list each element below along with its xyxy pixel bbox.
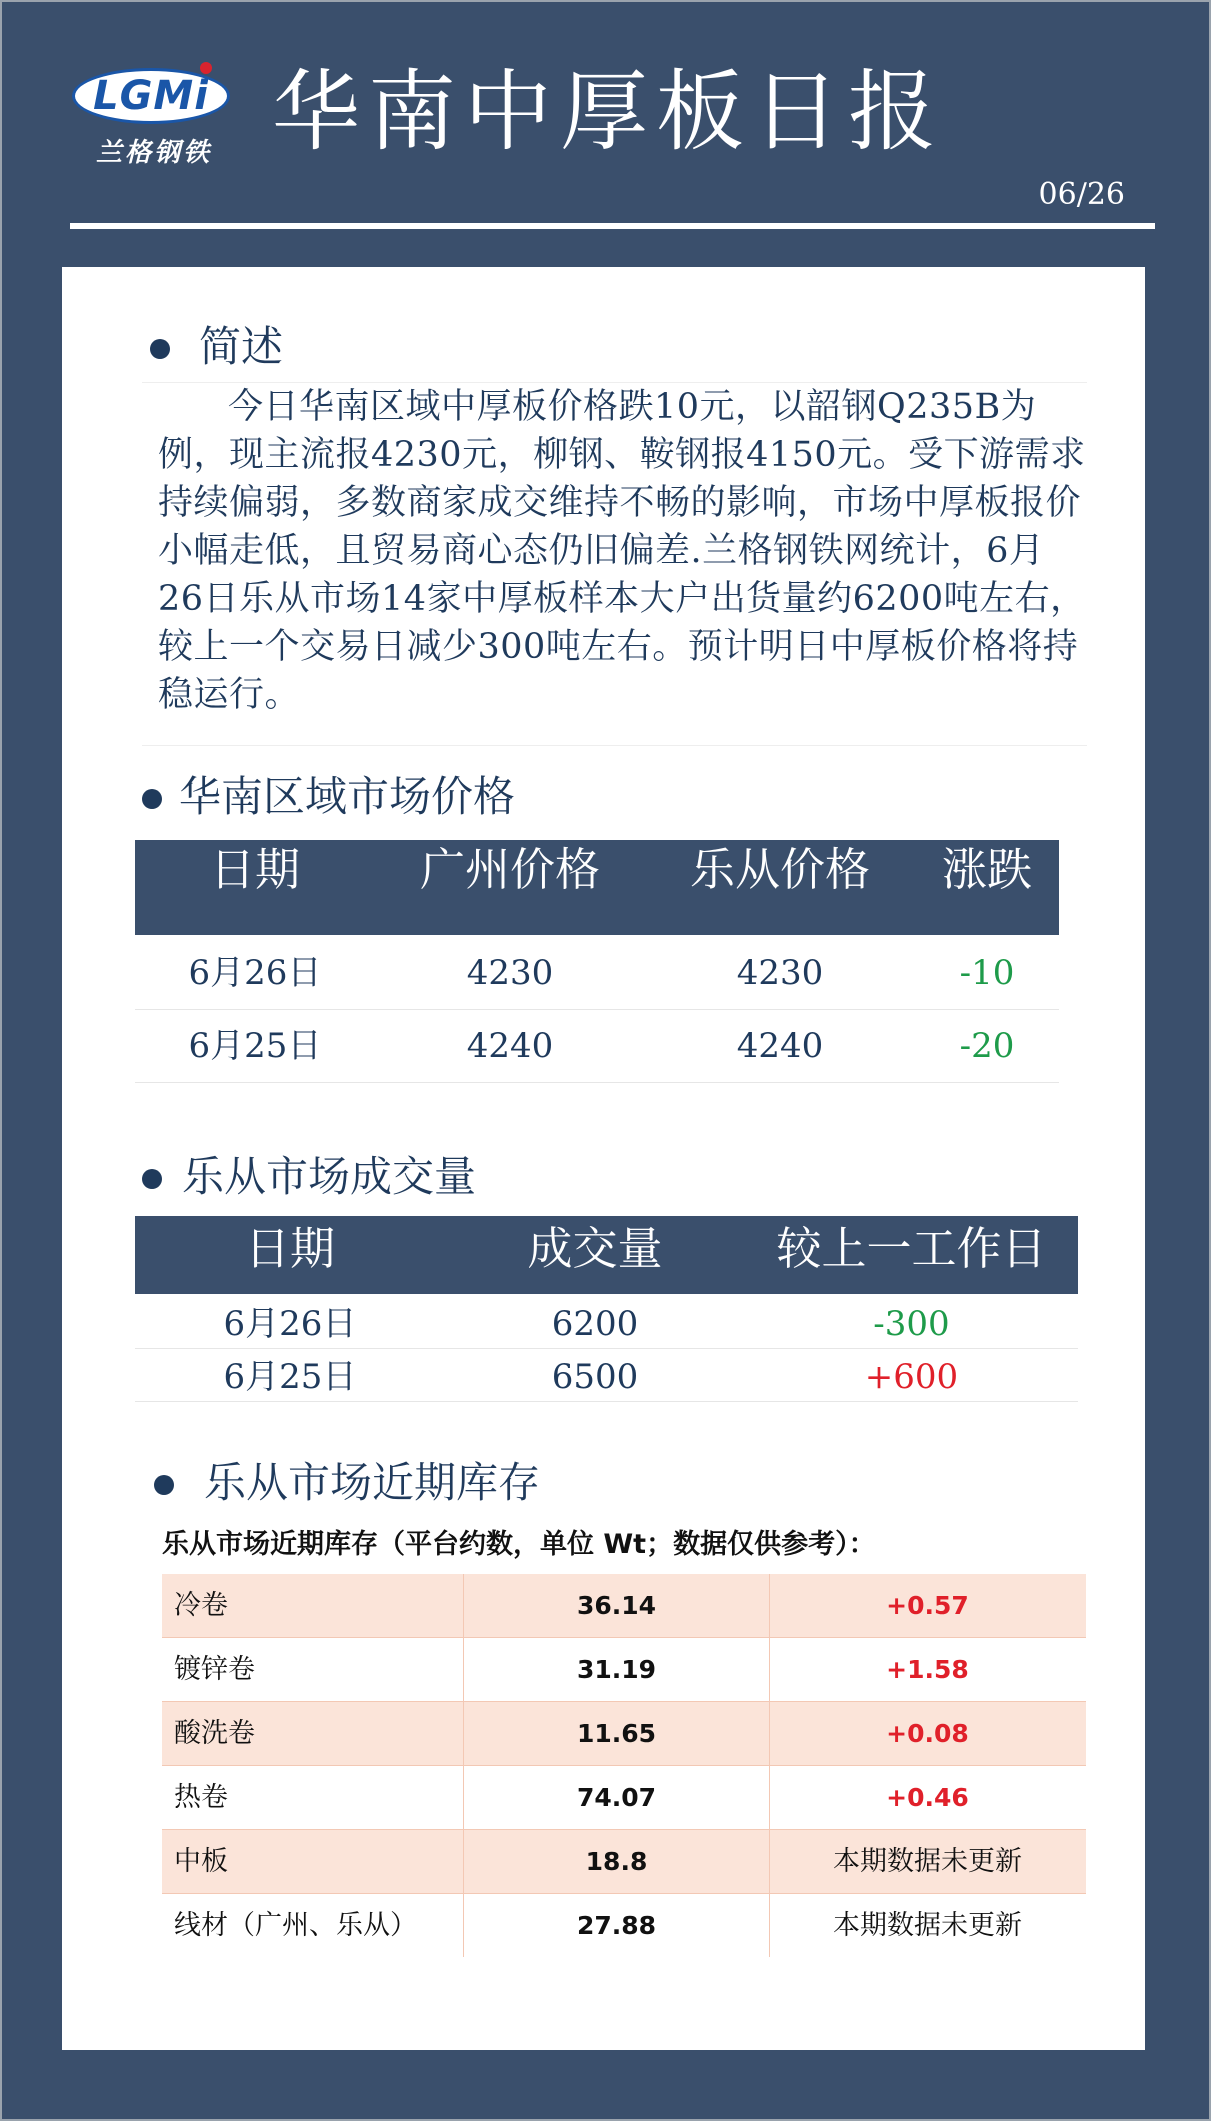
- logo-letters: LGMi: [93, 73, 209, 119]
- price-lecong: 4230: [736, 953, 824, 993]
- inventory-change: 本期数据未更新: [833, 1846, 1022, 1877]
- inventory-product: 冷卷: [162, 1574, 464, 1637]
- price-col-change: 涨跌: [941, 843, 1032, 896]
- volume-heading: 乐从市场成交量: [182, 1152, 477, 1201]
- table-row: [135, 937, 1059, 1010]
- inventory-change: +0.08: [886, 1719, 969, 1748]
- inventory-product: 线材（广州、乐从）: [162, 1894, 464, 1957]
- report-title: 华南中厚板日报: [272, 60, 945, 163]
- inventory-change: 本期数据未更新: [833, 1910, 1022, 1941]
- price-col-guangzhou: 广州价格: [419, 843, 600, 896]
- price-table-header: [135, 840, 1059, 935]
- volume-change: -300: [873, 1304, 950, 1344]
- volume-col-change: 较上一工作日: [776, 1222, 1047, 1275]
- table-row: [162, 1702, 1086, 1766]
- inventory-product: 热卷: [162, 1766, 464, 1829]
- inventory-product: 中板: [162, 1830, 464, 1893]
- price-date: 6月26日: [188, 953, 322, 993]
- volume-date: 6月25日: [223, 1357, 357, 1397]
- price-col-lecong: 乐从价格: [689, 843, 870, 896]
- table-row: [162, 1638, 1086, 1702]
- price-lecong: 4240: [736, 1026, 824, 1066]
- inventory-product: 酸洗卷: [162, 1702, 464, 1765]
- summary-box: [142, 382, 1087, 746]
- volume-date: 6月26日: [223, 1304, 357, 1344]
- table-row: [162, 1894, 1086, 1957]
- summary-text: 今日华南区域中厚板价格跌10元，以韶钢Q235B为例，现主流报4230元，柳钢、鞍钢报4150元。受下游需求持续偏弱，多数商家成交维持不畅的影响，市场中厚板报价小幅走低，且贸易商心态仍旧偏差.兰格钢铁网统计，6月26日乐从市场14家中厚板样本大户出货量约6200吨左右，较上一个交易日减少300吨左右。预计明日中厚板价格将持稳运行。: [158, 387, 1086, 715]
- summary-heading: 简述: [199, 322, 284, 371]
- inventory-amount: 74.07: [464, 1766, 770, 1829]
- bullet-icon: [142, 789, 162, 809]
- volume-col-volume: 成交量: [527, 1222, 663, 1275]
- inventory-amount: 11.65: [464, 1702, 770, 1765]
- price-date: 6月25日: [188, 1026, 322, 1066]
- price-guangzhou: 4230: [466, 953, 554, 993]
- inventory-caption: 乐从市场近期库存（平台约数，单位 Wt；数据仅供参考）：: [162, 1529, 876, 1560]
- lgmi-logo: [72, 62, 234, 167]
- table-row: [162, 1830, 1086, 1894]
- inventory-amount: 31.19: [464, 1638, 770, 1701]
- volume-value: 6500: [551, 1357, 639, 1397]
- volume-col-date: 日期: [244, 1222, 335, 1275]
- table-row: [162, 1574, 1086, 1638]
- inventory-change: +1.58: [886, 1655, 969, 1684]
- volume-value: 6200: [551, 1304, 639, 1344]
- inventory-amount: 18.8: [464, 1830, 770, 1893]
- logo-company-name: 兰格钢铁: [95, 138, 212, 168]
- inventory-change: +0.57: [886, 1591, 969, 1620]
- report-date: 06/26: [1038, 177, 1125, 212]
- volume-table-header: [135, 1216, 1078, 1294]
- bullet-icon: [150, 339, 170, 359]
- volume-change: +600: [864, 1357, 959, 1397]
- table-row: [135, 1349, 1078, 1402]
- price-heading: 华南区域市场价格: [179, 772, 516, 821]
- inventory-product: 镀锌卷: [162, 1638, 464, 1701]
- bullet-icon: [154, 1475, 174, 1495]
- inventory-amount: 27.88: [464, 1894, 770, 1957]
- header-divider: [70, 223, 1155, 229]
- table-row: [135, 1296, 1078, 1349]
- price-col-date: 日期: [209, 843, 300, 896]
- table-row: [162, 1766, 1086, 1830]
- price-change: -20: [959, 1026, 1015, 1066]
- price-change: -10: [959, 953, 1015, 993]
- inventory-change: +0.46: [886, 1783, 969, 1812]
- inventory-amount: 36.14: [464, 1574, 770, 1637]
- inventory-heading: 乐从市场近期库存: [204, 1458, 541, 1507]
- bullet-icon: [142, 1169, 162, 1189]
- inventory-table: [162, 1574, 1086, 1957]
- price-guangzhou: 4240: [466, 1026, 554, 1066]
- table-row: [135, 1010, 1059, 1083]
